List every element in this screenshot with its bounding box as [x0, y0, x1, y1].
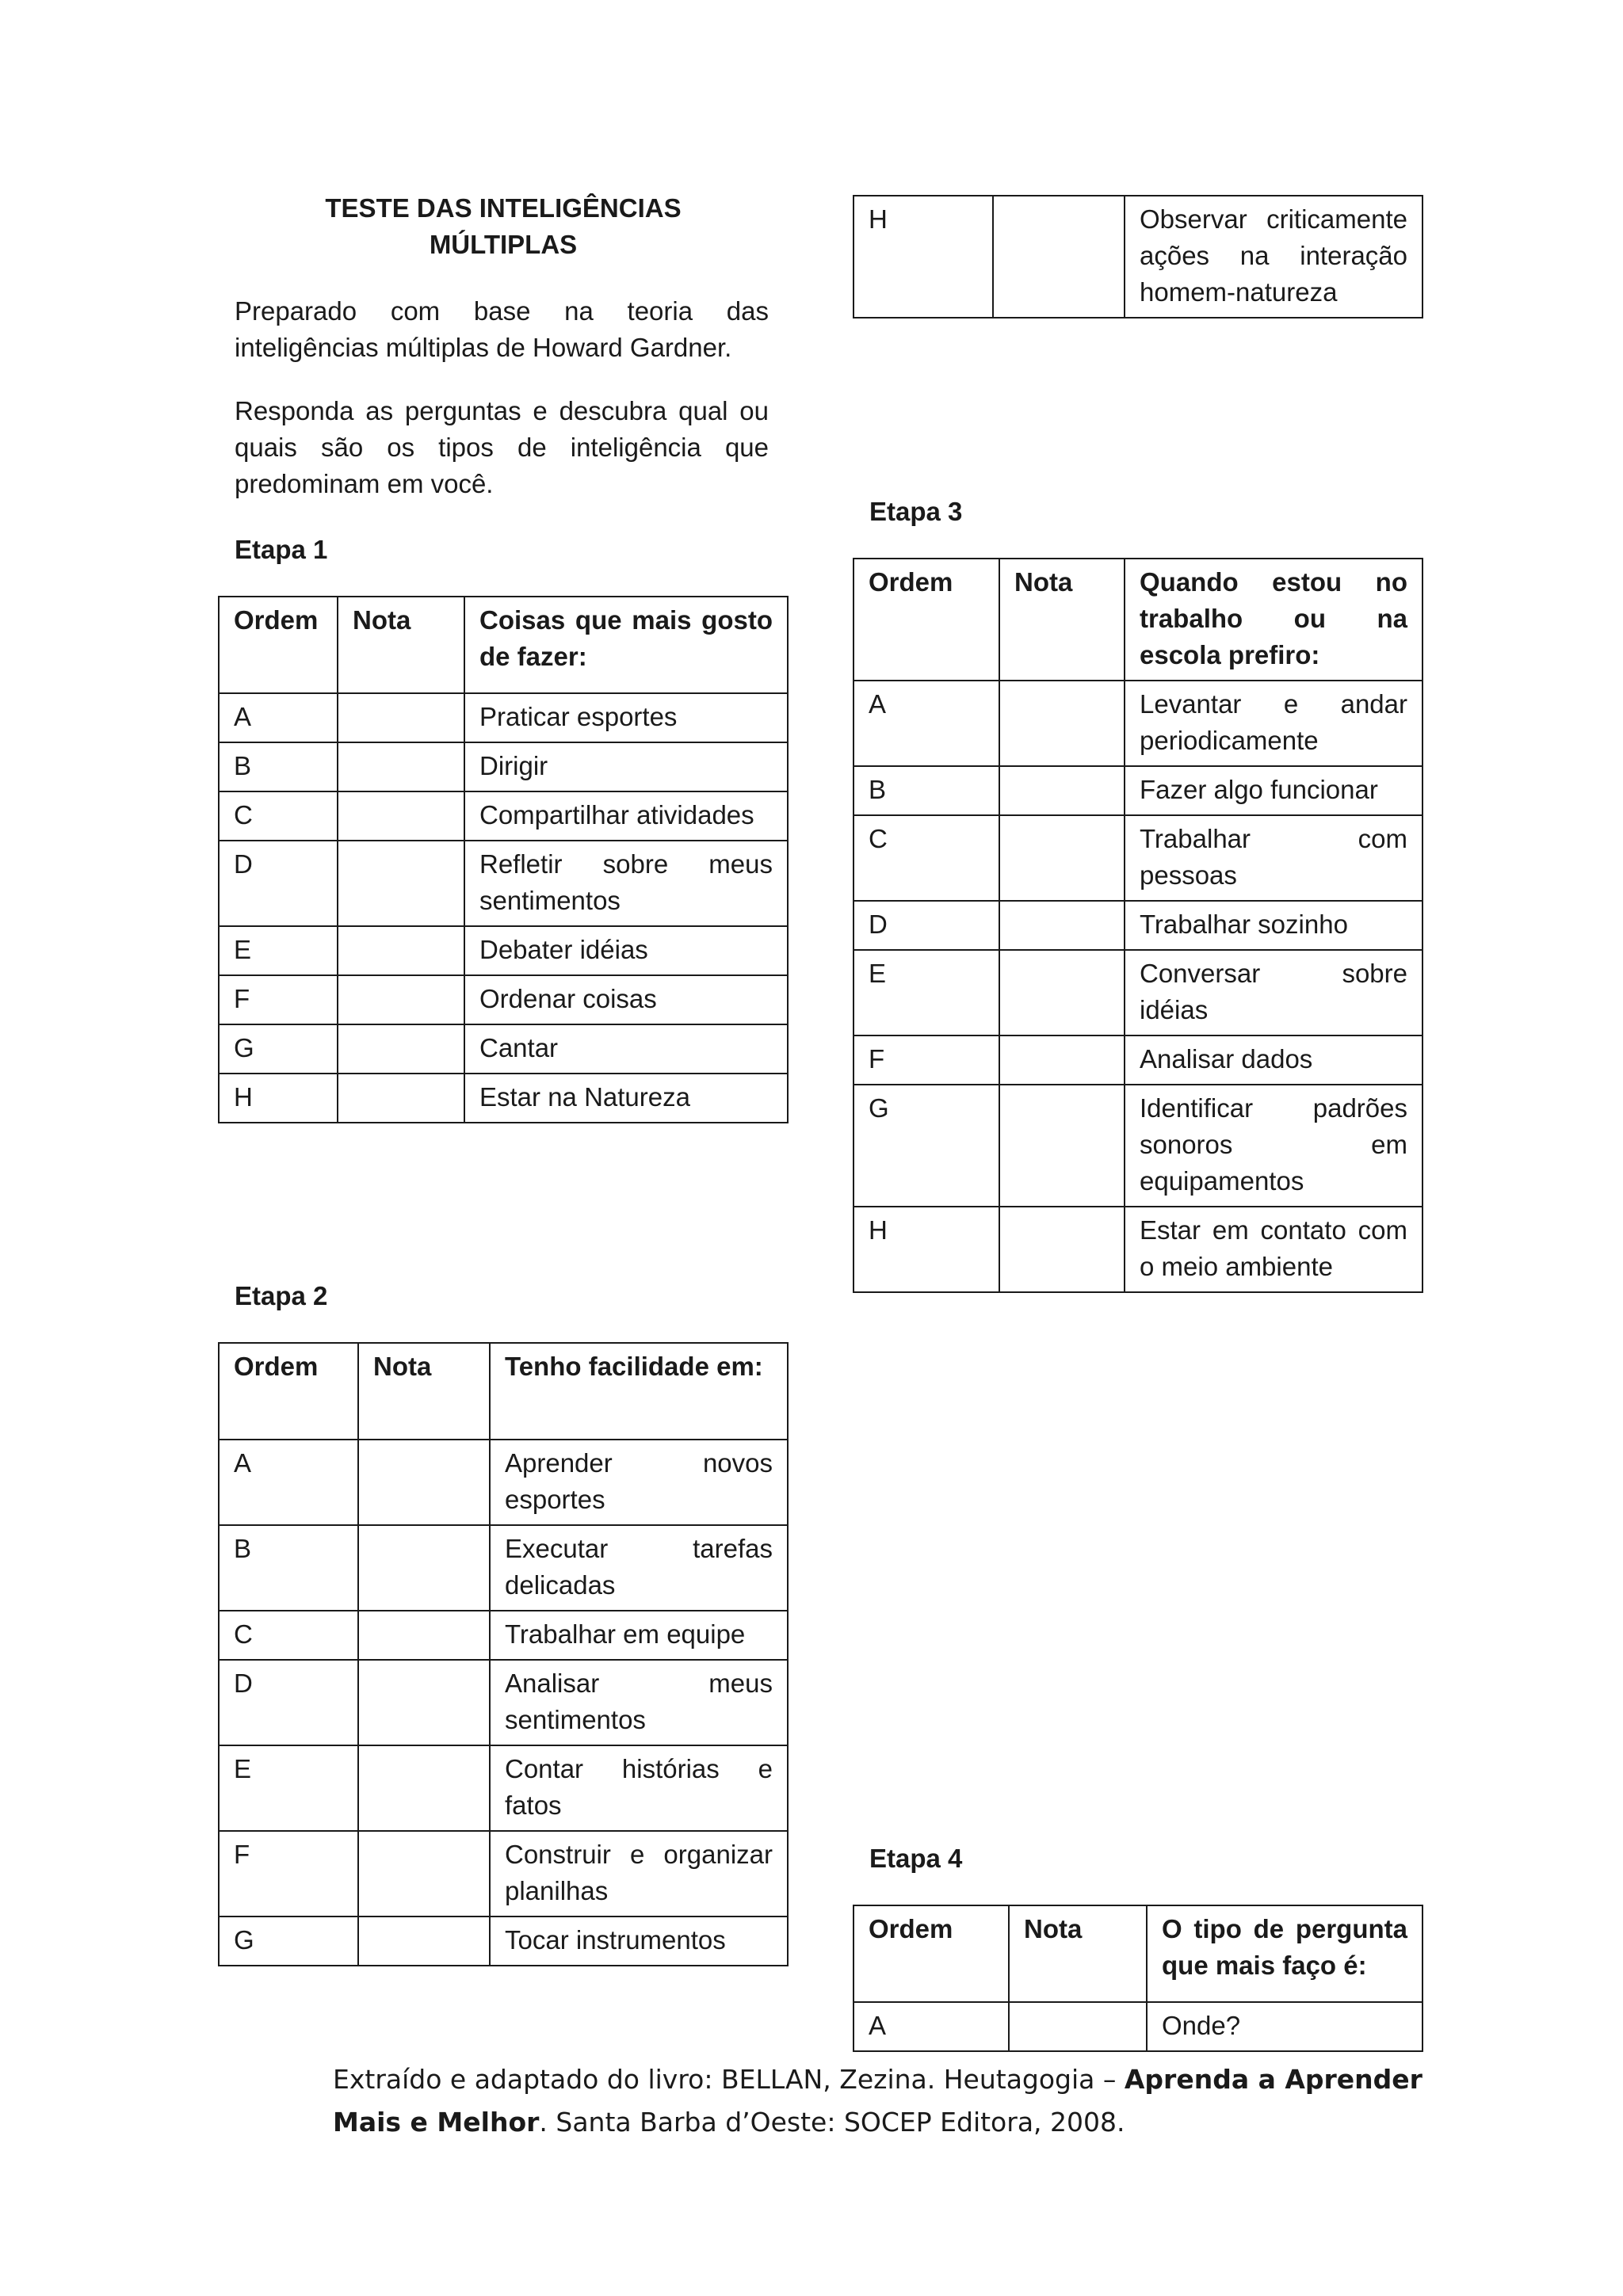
nota-field[interactable]: [338, 841, 464, 926]
table-row: [219, 1917, 788, 1966]
ordem-cell: C: [219, 791, 338, 841]
nota-field[interactable]: [999, 1085, 1125, 1207]
ordem-cell: E: [219, 1745, 358, 1831]
nota-field[interactable]: [338, 1074, 464, 1123]
header-question: Quando estou no trabalho ou na escola prefiro:: [1125, 559, 1423, 681]
item-text-cell: Observar criticamente ações na interação homem-natureza: [1125, 196, 1423, 318]
item-text-cell: Refletir sobre meus sentimentos: [464, 841, 788, 926]
item-text-cell: Contar histórias e fatos: [490, 1745, 788, 1831]
stage-2-table: [218, 1342, 789, 1966]
nota-field[interactable]: [338, 693, 464, 742]
nota-field[interactable]: [999, 766, 1125, 815]
nota-field[interactable]: [338, 1024, 464, 1074]
item-text-cell: Compartilhar atividades: [464, 791, 788, 841]
ordem-cell: A: [854, 2002, 1009, 2051]
table-row: [219, 1024, 788, 1074]
item-text-cell: Levantar e andar periodicamente: [1125, 681, 1423, 766]
item-text-cell: Estar em contato com o meio ambiente: [1125, 1207, 1423, 1292]
table-row: [219, 975, 788, 1024]
nota-field[interactable]: [358, 1917, 490, 1966]
table-row: [854, 2002, 1423, 2051]
stage-1-label: Etapa 1: [235, 535, 328, 564]
citation-text-start: Extraído e adaptado do livro: BELLAN, Zezina. Heutagogia –: [333, 2064, 1125, 2095]
stage-3-table: [853, 558, 1423, 1293]
ordem-cell: C: [219, 1611, 358, 1660]
document-title: [214, 190, 792, 263]
ordem-cell: G: [219, 1024, 338, 1074]
item-text-cell: Trabalhar sozinho: [1125, 901, 1423, 950]
ordem-cell: D: [219, 841, 338, 926]
ordem-cell: H: [854, 1207, 999, 1292]
ordem-cell: D: [219, 1660, 358, 1745]
table-row: [219, 791, 788, 841]
nota-field[interactable]: [999, 1035, 1125, 1085]
source-citation: [333, 2058, 1426, 2144]
nota-field[interactable]: [358, 1440, 490, 1525]
item-text-cell: Ordenar coisas: [464, 975, 788, 1024]
table-row: [219, 1074, 788, 1123]
table-row: [854, 681, 1423, 766]
item-text-cell: Cantar: [464, 1024, 788, 1074]
nota-field[interactable]: [999, 681, 1125, 766]
citation-text-end: . Santa Barba d’Oeste: SOCEP Editora, 2008.: [539, 2107, 1125, 2138]
table-row: [854, 196, 1423, 318]
table-row: [219, 693, 788, 742]
table-row: [854, 815, 1423, 901]
item-text-cell: Fazer algo funcionar: [1125, 766, 1423, 815]
ordem-cell: A: [219, 693, 338, 742]
ordem-cell: B: [854, 766, 999, 815]
table-row: [219, 1745, 788, 1831]
header-nota: Nota: [1009, 1905, 1147, 2002]
nota-field[interactable]: [358, 1611, 490, 1660]
ordem-cell: F: [219, 1831, 358, 1917]
citation-book-title: Aprenda a Aprender Mais e Melhor: [333, 2064, 1423, 2138]
nota-field[interactable]: [338, 975, 464, 1024]
header-ordem: Ordem: [219, 1343, 358, 1440]
ordem-cell: B: [219, 1525, 358, 1611]
ordem-cell: G: [854, 1085, 999, 1207]
header-question: Coisas que mais gosto de fazer:: [464, 597, 788, 693]
table-row: [854, 950, 1423, 1035]
ordem-cell: A: [219, 1440, 358, 1525]
item-text-cell: Construir e organizar planilhas: [490, 1831, 788, 1917]
table-row: [219, 926, 788, 975]
table-row: [219, 1660, 788, 1745]
nota-field[interactable]: [999, 815, 1125, 901]
item-text-cell: Analisar dados: [1125, 1035, 1423, 1085]
nota-field[interactable]: [999, 950, 1125, 1035]
nota-field[interactable]: [999, 901, 1125, 950]
item-text-cell: Identificar padrões sonoros em equipamentos: [1125, 1085, 1423, 1207]
item-text-cell: Onde?: [1147, 2002, 1423, 2051]
document-title-line-1: TESTE DAS INTELIGÊNCIAS: [325, 193, 682, 223]
ordem-cell: B: [219, 742, 338, 791]
nota-field[interactable]: [358, 1745, 490, 1831]
nota-field[interactable]: [993, 196, 1125, 318]
table-row: [219, 1440, 788, 1525]
header-ordem: Ordem: [854, 1905, 1009, 2002]
nota-field[interactable]: [358, 1831, 490, 1917]
ordem-cell: C: [854, 815, 999, 901]
stage-2-continued-table: [853, 195, 1423, 318]
intro-paragraph-1: Preparado com base na teoria das inteligências múltiplas de Howard Gardner.: [235, 296, 769, 362]
stage-3-label: Etapa 3: [869, 497, 963, 526]
ordem-cell: E: [854, 950, 999, 1035]
table-row: [854, 766, 1423, 815]
document-title-line-2: MÚLTIPLAS: [429, 230, 578, 259]
ordem-cell: H: [219, 1074, 338, 1123]
table-row: [854, 1207, 1423, 1292]
nota-field[interactable]: [358, 1660, 490, 1745]
table-header-row: [854, 559, 1423, 681]
item-text-cell: Estar na Natureza: [464, 1074, 788, 1123]
item-text-cell: Analisar meus sentimentos: [490, 1660, 788, 1745]
nota-field[interactable]: [999, 1207, 1125, 1292]
stage-4-table: [853, 1905, 1423, 2052]
item-text-cell: Executar tarefas delicadas: [490, 1525, 788, 1611]
stage-1-table: [218, 596, 789, 1123]
stage-4-label: Etapa 4: [869, 1844, 963, 1873]
table-row: [854, 1085, 1423, 1207]
table-row: [219, 1525, 788, 1611]
item-text-cell: Conversar sobre idéias: [1125, 950, 1423, 1035]
ordem-cell: G: [219, 1917, 358, 1966]
table-header-row: [854, 1905, 1423, 2002]
ordem-cell: F: [219, 975, 338, 1024]
table-row: [219, 742, 788, 791]
nota-field[interactable]: [338, 926, 464, 975]
intro-paragraph-2: Responda as perguntas e descubra qual ou quais são os tipos de inteligência que predominam em você.: [235, 396, 769, 498]
item-text-cell: Trabalhar com pessoas: [1125, 815, 1423, 901]
item-text-cell: Tocar instrumentos: [490, 1917, 788, 1966]
item-text-cell: Aprender novos esportes: [490, 1440, 788, 1525]
table-row: [219, 841, 788, 926]
header-nota: Nota: [338, 597, 464, 693]
item-text-cell: Debater idéias: [464, 926, 788, 975]
table-row: [854, 1035, 1423, 1085]
item-text-cell: Praticar esportes: [464, 693, 788, 742]
table-row: [219, 1831, 788, 1917]
header-nota: Nota: [999, 559, 1125, 681]
nota-field[interactable]: [338, 742, 464, 791]
table-header-row: [219, 597, 788, 693]
nota-field[interactable]: [338, 791, 464, 841]
table-row: [854, 901, 1423, 950]
ordem-cell: E: [219, 926, 338, 975]
ordem-cell: F: [854, 1035, 999, 1085]
ordem-cell: H: [854, 196, 993, 318]
header-question: Tenho facilidade em:: [490, 1343, 788, 1440]
table-header-row: [219, 1343, 788, 1440]
nota-field[interactable]: [1009, 2002, 1147, 2051]
ordem-cell: D: [854, 901, 999, 950]
stage-2-label: Etapa 2: [235, 1281, 328, 1310]
header-ordem: Ordem: [219, 597, 338, 693]
table-row: [219, 1611, 788, 1660]
item-text-cell: Trabalhar em equipe: [490, 1611, 788, 1660]
ordem-cell: A: [854, 681, 999, 766]
header-ordem: Ordem: [854, 559, 999, 681]
header-question: O tipo de pergunta que mais faço é:: [1147, 1905, 1423, 2002]
item-text-cell: Dirigir: [464, 742, 788, 791]
nota-field[interactable]: [358, 1525, 490, 1611]
header-nota: Nota: [358, 1343, 490, 1440]
